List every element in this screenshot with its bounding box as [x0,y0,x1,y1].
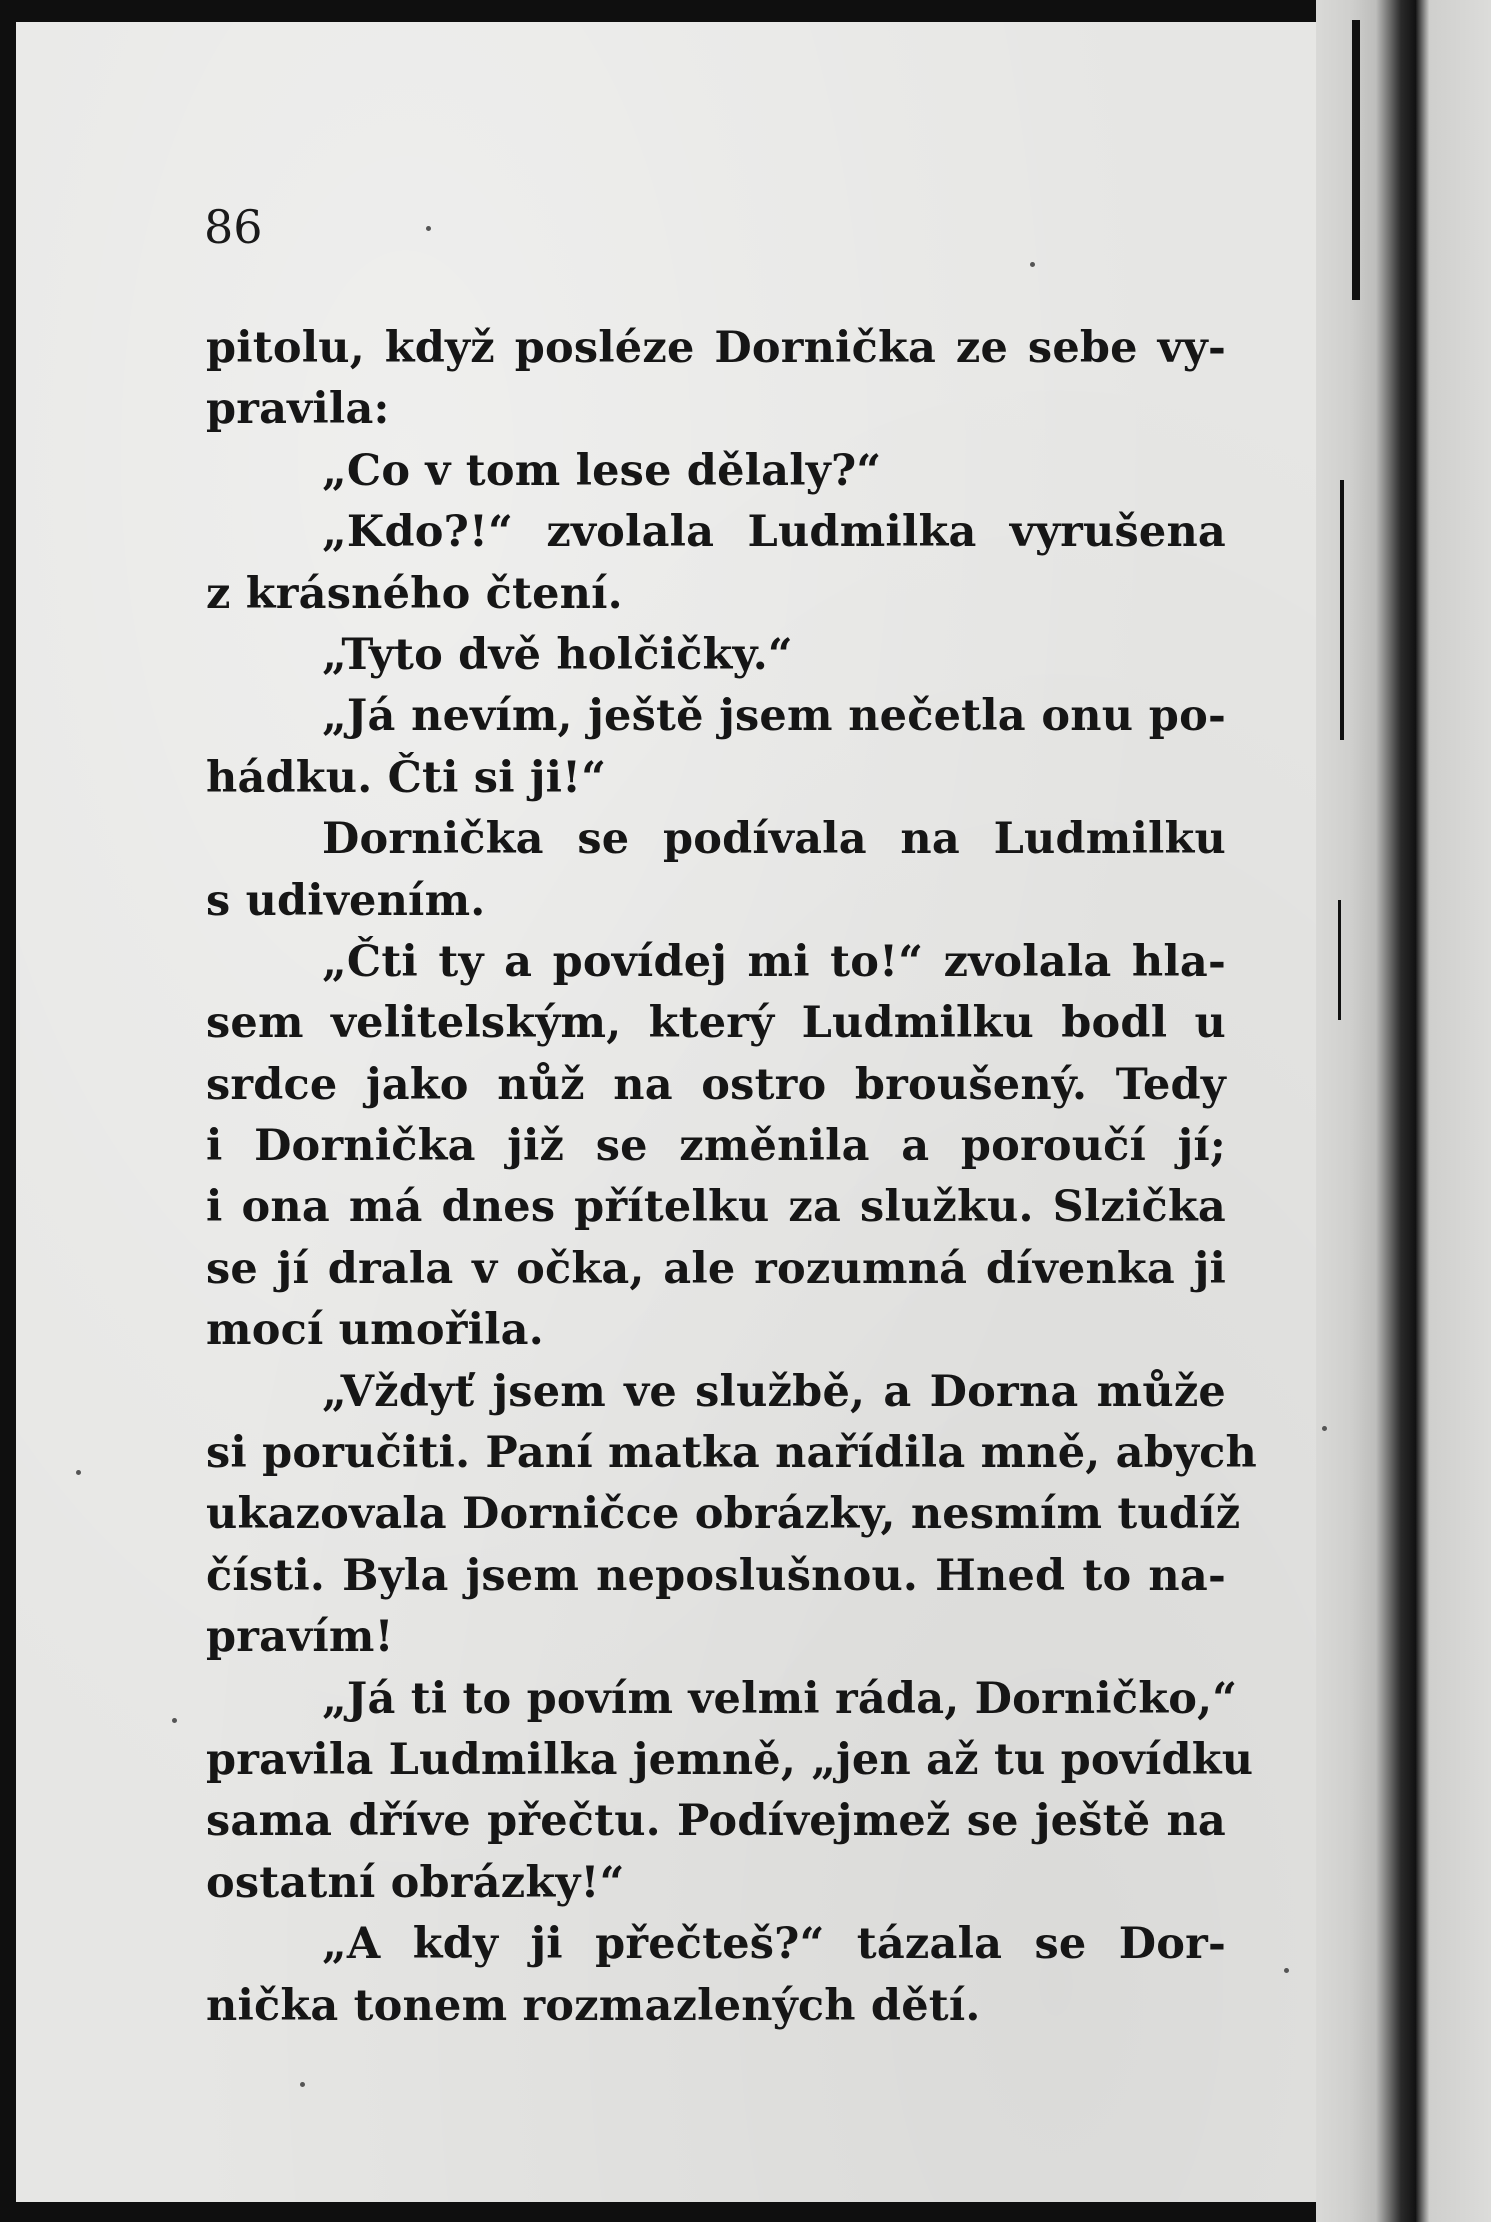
text-line: nička tonem rozmazlených dětí. [206,1980,981,2031]
text-line: i Dornička již se změnila a poroučí jí; [206,1121,1226,1172]
gutter-shadow-line [1338,900,1341,1020]
text-line: „Kdo?!“ zvolala Ludmilka vyrušena [322,507,1226,558]
text-line: „Vždyť jsem ve službě, a Dorna může [322,1366,1226,1417]
gutter-shadow-line [1352,20,1360,300]
page-number: 86 [204,200,263,254]
book-gutter [1316,0,1416,2222]
text-line: „Já nevím, ještě jsem nečetla onu po- [322,691,1226,742]
text-line: ostatní obrázky!“ [206,1857,625,1908]
dust-speck [1322,1426,1327,1431]
text-line: hádku. Čti si ji!“ [206,752,607,803]
text-line: ukazovala Dorničce obrázky, nesmím tudíž [206,1489,1241,1540]
text-line: s udivením. [206,875,486,926]
text-line: sama dříve přečtu. Podívejmež se ještě na [206,1796,1226,1847]
dust-speck [426,226,431,231]
body-text [206,318,1257,2037]
text-line: „Čti ty a povídej mi to!“ zvolala hla- [322,936,1226,987]
gutter-shadow-line [1340,480,1344,740]
text-line: pitolu, když posléze Dornička ze sebe vy- [206,323,1226,373]
next-page-edge [1416,0,1491,2222]
text-line: „Co v tom lese dělaly?“ [322,445,882,496]
dust-speck [1030,262,1035,267]
text-line: pravila Ludmilka jemně, „jen až tu povídku [206,1734,1254,1785]
text-line: čísti. Byla jsem neposlušnou. Hned to na- [206,1550,1226,1601]
text-line: Dornička se podívala na Ludmilku [322,814,1226,865]
text-line: „Tyto dvě holčičky.“ [322,629,793,680]
text-line: srdce jako nůž na ostro broušený. Tedy [206,1059,1226,1110]
text-line: z krásného čtení. [206,568,623,619]
text-line: si poručiti. Paní matka nařídila mně, abych [206,1428,1257,1479]
text-line: „A kdy ji přečteš?“ tázala se Dor- [322,1919,1226,1970]
text-line: se jí drala v očka, ale rozumná dívenka ji [206,1243,1226,1294]
dust-speck [172,1718,177,1723]
dust-speck [300,2082,305,2087]
dust-speck [76,1470,81,1475]
text-line: mocí umořila. [206,1305,544,1356]
text-line: pravím! [206,1612,394,1663]
text-line: i ona má dnes přítelku za služku. Slzička [206,1182,1226,1233]
text-line: „Já ti to povím velmi ráda, Dorničko,“ [322,1673,1238,1724]
dust-speck [1284,1968,1289,1973]
text-line: sem velitelským, který Ludmilku bodl u [206,998,1226,1049]
text-line: pravila: [206,384,390,435]
